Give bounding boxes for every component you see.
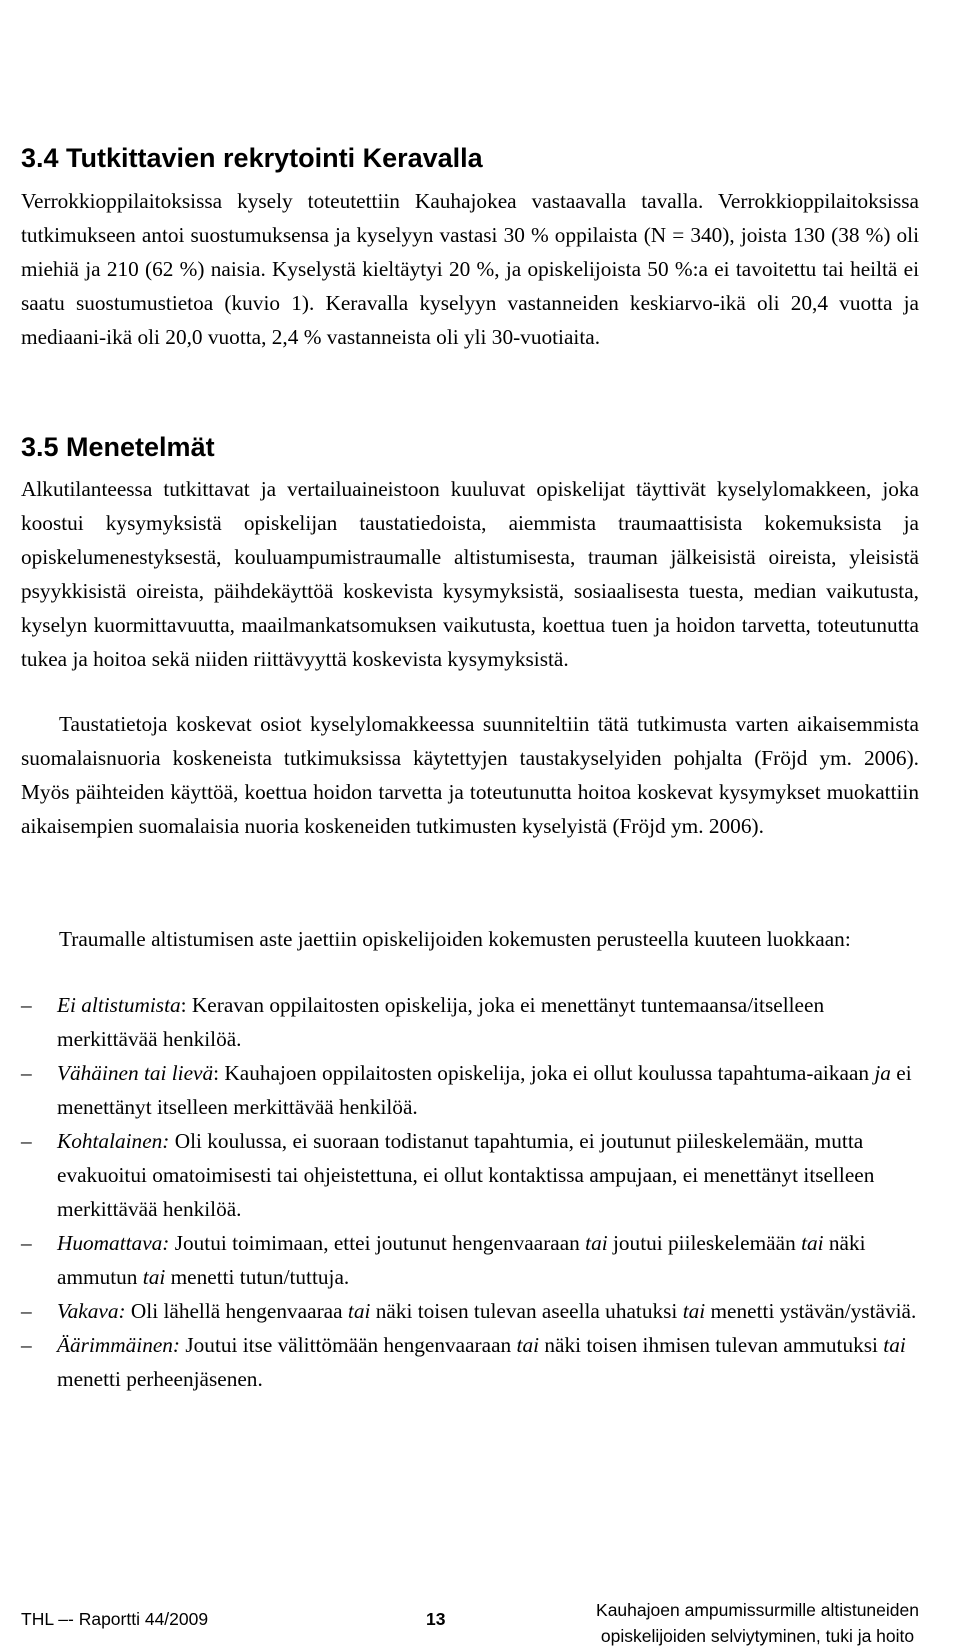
emphasis-text: ja <box>874 1061 891 1085</box>
list-dash: – <box>21 993 32 1017</box>
description-text: joutui piileskelemään <box>607 1231 802 1255</box>
term-separator: : <box>180 993 187 1017</box>
section-heading: 3.4 Tutkittavien rekrytointi Keravalla <box>21 143 483 173</box>
list-item <box>21 1328 919 1396</box>
list-item <box>21 1294 919 1328</box>
description-text: menetti ystävän/ystäviä. <box>705 1299 917 1323</box>
description-text: näki toisen tulevan aseella uhatuksi <box>370 1299 683 1323</box>
page-footer <box>21 1600 919 1651</box>
report-title <box>596 1597 919 1649</box>
body-paragraph: Traumalle altistumisen aste jaettiin opiskelijoiden kokemusten perusteella kuuteen luokkaan: <box>59 927 851 951</box>
list-item <box>21 1056 919 1124</box>
description-text: Kauhajoen oppilaitosten opiskelija, joka ei ollut koulussa tapahtuma-aikaan <box>219 1061 875 1085</box>
exposure-level-term: Vakava: <box>57 1299 126 1323</box>
body-paragraph: Alkutilanteessa tutkittavat ja vertailuaineistoon kuuluvat opiskelijat täyttivät kyselylomakkeen, joka koostui kysymyksistä opiskelijan taustatiedoista, aiemmista traumaattisista kokemuksista ja opiskelumenestyksestä, kouluampumistraumalle altistumisesta, trauman jälkeisistä oireista, yleisistä psyykkisistä oireista, päihdekäyttöä koskevista kysymyksistä, sosiaalisesta tuesta, median vaikutusta, kyselyn kuormittavuutta, maailmankatsomuksen vaikutusta, koettua tuen ja hoidon tarvetta, toteutunutta tukea ja hoitoa sekä niiden riittävyyttä koskevista kysymyksistä. <box>21 477 919 671</box>
term-separator: : <box>213 1061 220 1085</box>
list-dash: – <box>21 1299 32 1323</box>
list-item <box>21 1226 919 1294</box>
report-title-line: Kauhajoen ampumissurmille altistuneiden <box>596 1600 919 1620</box>
emphasis-text: tai <box>516 1333 540 1357</box>
description-text: menetti perheenjäsenen. <box>57 1367 263 1391</box>
description-text: näki toisen ihmisen tulevan ammutuksi <box>539 1333 884 1357</box>
page-number: 13 <box>426 1609 446 1629</box>
report-label: THL –- Raportti 44/2009 <box>21 1609 209 1629</box>
report-title-line: opiskelijoiden selviytyminen, tuki ja hoito <box>600 1626 915 1646</box>
list-item <box>21 988 919 1056</box>
description-text: Joutui itse välittömään hengenvaaraan <box>180 1333 517 1357</box>
exposure-level-term: Vähäinen tai lievä <box>57 1061 214 1085</box>
body-paragraph: Verrokkioppilaitoksissa kysely toteutettiin Kauhajokea vastaavalla tavalla. Verrokkioppilaitoksissa tutkimukseen antoi suostumuksensa ja kyselyyn vastasi 30 % oppilaista (N = 340), joista 130 (38 %) oli miehiä ja 210 (62 %) naisia. Kyselystä kieltäytyi 20 %, ja opiskelijoista 50 %:a ei tavoitettu tai heiltä ei saatu suostumustietoa (kuvio 1). Keravalla kyselyyn vastanneiden keskiarvo-ikä oli 20,4 vuotta ja mediaani-ikä oli 20,0 vuotta, 2,4 % vastanneista oli yli 30-vuotiaita. <box>21 189 919 349</box>
list-dash: – <box>21 1231 32 1255</box>
emphasis-text: tai <box>801 1231 824 1255</box>
description-text: Keravan oppilaitosten opiskelija, joka ei menettänyt tuntemaansa/itselleen merkittävää henkilöä. <box>57 993 825 1051</box>
body-paragraph: Taustatietoja koskevat osiot kyselylomakkeessa suunniteltiin tätä tutkimusta varten aikaisemmista suomalaisnuoria koskeneista tutkimuksissa käytettyjen taustakyselyiden pohjalta (Fröjd ym. 2006). Myös päihteiden käyttöä, koettua hoidon tarvetta ja toteutunutta hoitoa koskevat kysymykset muokattiin aikaisempien suomalaisia nuoria koskeneiden tutkimusten kyselyistä (Fröjd ym. 2006). <box>21 712 919 838</box>
section-heading: 3.5 Menetelmät <box>21 432 215 462</box>
description-text: Joutui toimimaan, ettei joutunut hengenvaaraan <box>169 1231 586 1255</box>
emphasis-text: tai <box>585 1231 608 1255</box>
list-dash: – <box>21 1129 32 1153</box>
description-text: Oli lähellä hengenvaaraa <box>125 1299 348 1323</box>
emphasis-text: tai <box>682 1299 706 1323</box>
description-text: ei menettänyt itselleen merkittävää henkilöä. <box>57 1061 912 1119</box>
description-text: näki ammutun <box>57 1231 866 1289</box>
description-text: Oli koulussa, ei suoraan todistanut tapahtumia, ei joutunut piileskelemään, mutta evakuoitui omatoimisesti tai ohjeistettuna, ei ollut kontaktissa ampujaan, ei menettänyt itselleen merkittävää henkilöä. <box>57 1129 875 1221</box>
description-text: menetti tutun/tuttuja. <box>165 1265 350 1289</box>
list-dash: – <box>21 1061 32 1085</box>
list-item <box>21 1124 919 1226</box>
exposure-level-term: Huomattava: <box>57 1231 170 1255</box>
exposure-level-term: Äärimmäinen: <box>57 1333 181 1357</box>
exposure-level-term: Ei altistumista <box>57 993 181 1017</box>
emphasis-text: tai <box>142 1265 166 1289</box>
emphasis-text: tai <box>883 1333 906 1357</box>
exposure-levels-list <box>21 988 919 1396</box>
list-dash: – <box>21 1333 32 1357</box>
emphasis-text: tai <box>347 1299 371 1323</box>
exposure-level-term: Kohtalainen: <box>57 1129 170 1153</box>
